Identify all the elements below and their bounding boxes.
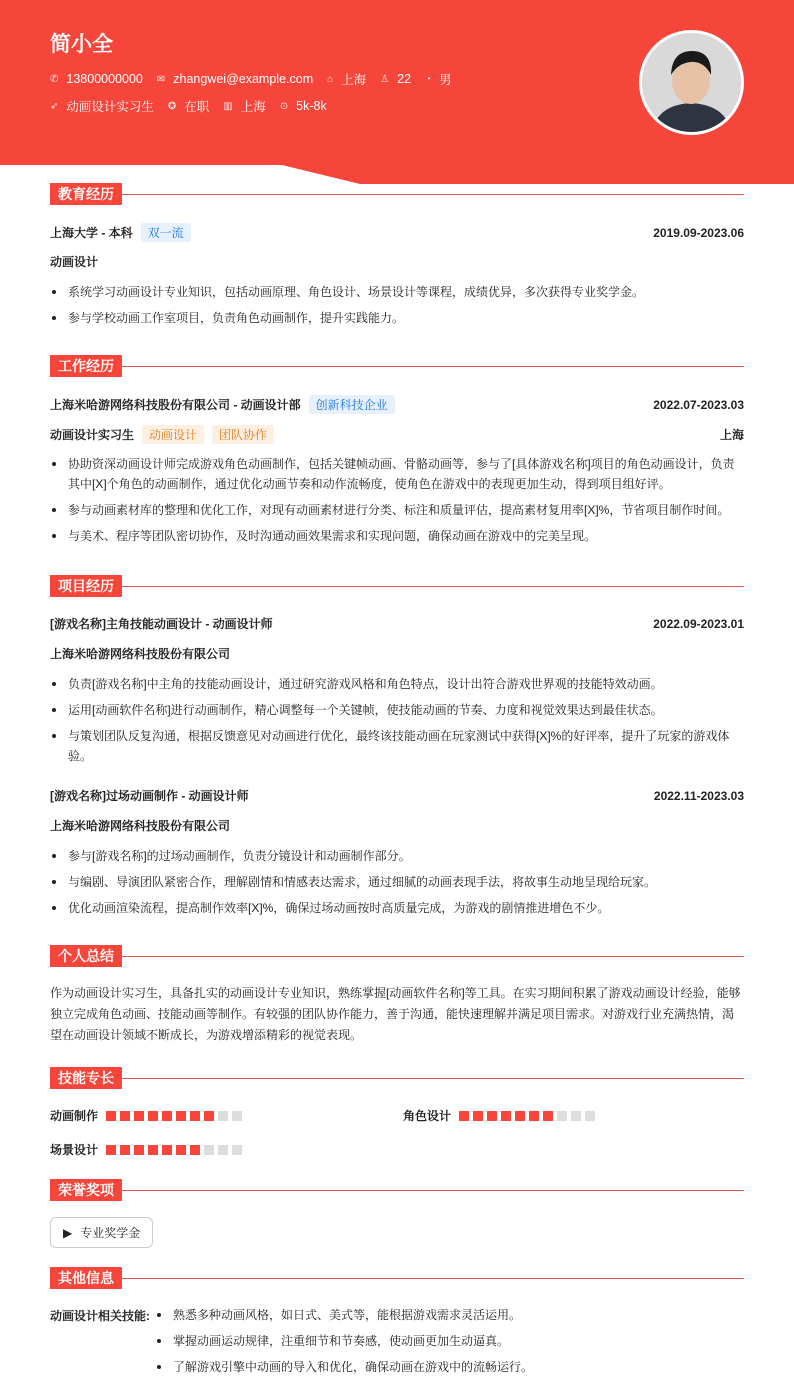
salary: 5k-8k bbox=[296, 99, 327, 113]
email: zhangwei@example.com bbox=[173, 72, 314, 86]
work-role-row bbox=[50, 425, 744, 444]
school-tag: 双一流 bbox=[141, 223, 191, 242]
list-item: 系统学习动画设计专业知识，包括动画原理、角色设计、场景设计等课程，成绩优异，多次获得专业奖学金。 bbox=[50, 282, 744, 302]
role: 动画设计实习生 bbox=[50, 428, 135, 442]
education-header bbox=[50, 223, 744, 242]
skill-level-bar bbox=[106, 1111, 242, 1121]
skill-level-bar bbox=[459, 1111, 595, 1121]
building-icon: ▥ bbox=[223, 100, 233, 112]
section-title: 个人总结 bbox=[50, 945, 122, 967]
skill-level-square bbox=[204, 1111, 214, 1121]
job-row bbox=[50, 97, 327, 115]
location: 上海 bbox=[341, 73, 367, 87]
skill-level-square bbox=[176, 1145, 186, 1155]
section-title: 教育经历 bbox=[50, 183, 122, 205]
work-date: 2022.07-2023.03 bbox=[653, 397, 744, 412]
skill-level-square bbox=[529, 1111, 539, 1121]
project-bullets bbox=[50, 846, 744, 924]
skill-level-square bbox=[473, 1111, 483, 1121]
major: 动画设计 bbox=[50, 255, 99, 269]
summary-text: 作为动画设计实习生，具备扎实的动画设计专业知识，熟练掌握[动画软件名称]等工具。在实习期间积累了游戏动画设计经验，能够独立完成角色动画、技能动画等制作。有较强的团队协作能力，善于沟通，能快速理解并满足项目需求。对游戏行业充满热情，渴望在动画设计领域不断成长，为游戏增添精彩的视觉表现。 bbox=[50, 986, 741, 1042]
list-item: 协助资深动画设计师完成游戏角色动画制作，包括关键帧动画、骨骼动画等，参与了[具体游戏名称]项目的角色动画设计，负责其中[X]个角色的动画制作，通过优化动画节奏和动作流畅度，使角色在游戏中的表现更加生动，得到项目组好评。 bbox=[50, 454, 744, 494]
project-bullets bbox=[50, 674, 744, 772]
list-item: 运用[动画软件名称]进行动画制作，精心调整每一个关键帧，使技能动画的节奏、力度和视觉效果达到最佳状态。 bbox=[50, 700, 744, 720]
skill-tag: 团队协作 bbox=[212, 425, 274, 444]
company-tag: 创新科技企业 bbox=[309, 395, 395, 414]
list-item: 掌握动画运动规律，注重细节和节奏感，使动画更加生动逼真。 bbox=[155, 1331, 744, 1351]
skill-name: 动画制作 bbox=[50, 1109, 99, 1123]
edu-date: 2019.09-2023.06 bbox=[653, 225, 744, 240]
skill-level-square bbox=[134, 1111, 144, 1121]
skill-level-square bbox=[176, 1111, 186, 1121]
section-skills bbox=[50, 1067, 744, 1089]
skill-name: 场景设计 bbox=[50, 1143, 99, 1157]
skill-level-square bbox=[190, 1111, 200, 1121]
award-name: 专业奖学金 bbox=[80, 1226, 141, 1240]
work-city: 上海 bbox=[719, 428, 744, 442]
skill-level-square bbox=[120, 1145, 130, 1155]
skill-level-square bbox=[557, 1111, 567, 1121]
skill-level-square bbox=[190, 1145, 200, 1155]
skill-level-square bbox=[106, 1145, 116, 1155]
project-title: [游戏名称]过场动画制作 - 动画设计师 bbox=[50, 789, 249, 803]
cake-icon: ♙ bbox=[380, 73, 390, 85]
project-date: 2022.11-2023.03 bbox=[653, 788, 744, 803]
section-title: 技能专长 bbox=[50, 1067, 122, 1089]
home-icon: ⌂ bbox=[327, 73, 334, 85]
project-date: 2022.09-2023.01 bbox=[653, 616, 744, 631]
list-item: 负责[游戏名称]中主角的技能动画设计，通过研究游戏风格和角色特点，设计出符合游戏世界观的技能特效动画。 bbox=[50, 674, 744, 694]
award-item[interactable] bbox=[50, 1217, 153, 1248]
skill-level-square bbox=[134, 1145, 144, 1155]
skill-level-square bbox=[459, 1111, 469, 1121]
section-other bbox=[50, 1267, 744, 1289]
phone-icon: ✆ bbox=[50, 73, 59, 85]
list-item: 熟悉多种动画风格，如日式、美式等，能根据游戏需求灵活运用。 bbox=[155, 1305, 744, 1325]
candidate-name: 简小全 bbox=[50, 33, 113, 56]
project-header bbox=[50, 615, 744, 632]
list-item: 与美术、程序等团队密切协作，及时沟通动画效果需求和实现问题，确保动画在游戏中的完美呈现。 bbox=[50, 526, 744, 546]
skill-level-square bbox=[571, 1111, 581, 1121]
skill-level-square bbox=[232, 1111, 242, 1121]
phone: 13800000000 bbox=[66, 72, 143, 86]
section-education bbox=[50, 183, 744, 205]
play-icon: ▶ bbox=[63, 1225, 73, 1240]
section-title: 其他信息 bbox=[50, 1267, 122, 1289]
list-item: 与编剧、导演团队紧密合作，理解剧情和情感表达需求，通过细腻的动画表现手法，将故事生动地呈现给玩家。 bbox=[50, 872, 744, 892]
avatar bbox=[639, 30, 744, 135]
company: 上海米哈游网络科技股份有限公司 - 动画设计部 bbox=[50, 398, 301, 412]
skill-level-square bbox=[515, 1111, 525, 1121]
skill-level-square bbox=[106, 1111, 116, 1121]
skill-level-square bbox=[148, 1111, 158, 1121]
project-company: 上海米哈游网络科技股份有限公司 bbox=[50, 819, 231, 833]
work-bullets bbox=[50, 454, 744, 552]
skill-level-square bbox=[501, 1111, 511, 1121]
skill-level-square bbox=[218, 1145, 228, 1155]
skill-item bbox=[50, 1107, 242, 1124]
other-bullets bbox=[155, 1305, 744, 1383]
skill-level-square bbox=[487, 1111, 497, 1121]
section-title: 工作经历 bbox=[50, 355, 122, 377]
send-icon: ➶ bbox=[50, 100, 59, 112]
project-title: [游戏名称]主角技能动画设计 - 动画设计师 bbox=[50, 617, 273, 631]
mail-icon: ✉ bbox=[156, 73, 166, 85]
skill-level-square bbox=[120, 1111, 130, 1121]
project-header bbox=[50, 787, 744, 804]
section-projects bbox=[50, 575, 744, 597]
skill-level-bar bbox=[106, 1145, 242, 1155]
list-item: 了解游戏引擎中动画的导入和优化，确保动画在游戏中的流畅运行。 bbox=[155, 1357, 744, 1377]
school: 上海大学 - 本科 bbox=[50, 226, 133, 240]
skill-item bbox=[403, 1107, 595, 1124]
project-company: 上海米哈游网络科技股份有限公司 bbox=[50, 647, 231, 661]
section-work bbox=[50, 355, 744, 377]
section-summary bbox=[50, 945, 744, 967]
skill-level-square bbox=[232, 1145, 242, 1155]
city: 上海 bbox=[240, 100, 266, 114]
list-item: 参与[游戏名称]的过场动画制作，负责分镜设计和动画制作部分。 bbox=[50, 846, 744, 866]
gender-icon: ◔ bbox=[425, 73, 432, 85]
list-item: 参与学校动画工作室项目，负责角色动画制作，提升实践能力。 bbox=[50, 308, 744, 328]
work-header bbox=[50, 395, 744, 414]
skill-level-square bbox=[585, 1111, 595, 1121]
status: 在职 bbox=[184, 100, 210, 114]
skill-item bbox=[50, 1141, 242, 1158]
age: 22 bbox=[397, 72, 412, 86]
list-item: 优化动画渲染流程，提高制作效率[X]%，确保过场动画按时高质量完成，为游戏的剧情推进增色不少。 bbox=[50, 898, 744, 918]
gender: 男 bbox=[439, 73, 452, 87]
job: 动画设计实习生 bbox=[66, 100, 154, 114]
skill-level-square bbox=[218, 1111, 228, 1121]
skill-level-square bbox=[162, 1111, 172, 1121]
skill-level-square bbox=[543, 1111, 553, 1121]
skill-name: 角色设计 bbox=[403, 1109, 452, 1123]
status-icon: ✪ bbox=[167, 100, 177, 112]
section-title: 荣誉奖项 bbox=[50, 1179, 122, 1201]
skill-level-square bbox=[204, 1145, 214, 1155]
section-title: 项目经历 bbox=[50, 575, 122, 597]
contact-row bbox=[50, 70, 452, 88]
skill-level-square bbox=[148, 1145, 158, 1155]
list-item: 参与动画素材库的整理和优化工作，对现有动画素材进行分类、标注和质量评估，提高素材复用率[X]%，节省项目制作时间。 bbox=[50, 500, 744, 520]
education-bullets bbox=[50, 282, 744, 334]
skill-level-square bbox=[162, 1145, 172, 1155]
other-label: 动画设计相关技能: bbox=[50, 1309, 150, 1323]
skill-tag: 动画设计 bbox=[142, 425, 204, 444]
salary-icon: ⊙ bbox=[279, 100, 289, 112]
list-item: 与策划团队反复沟通，根据反馈意见对动画进行优化，最终该技能动画在玩家测试中获得[X]%的好评率，提升了玩家的游戏体验。 bbox=[50, 726, 744, 766]
section-awards bbox=[50, 1179, 744, 1201]
